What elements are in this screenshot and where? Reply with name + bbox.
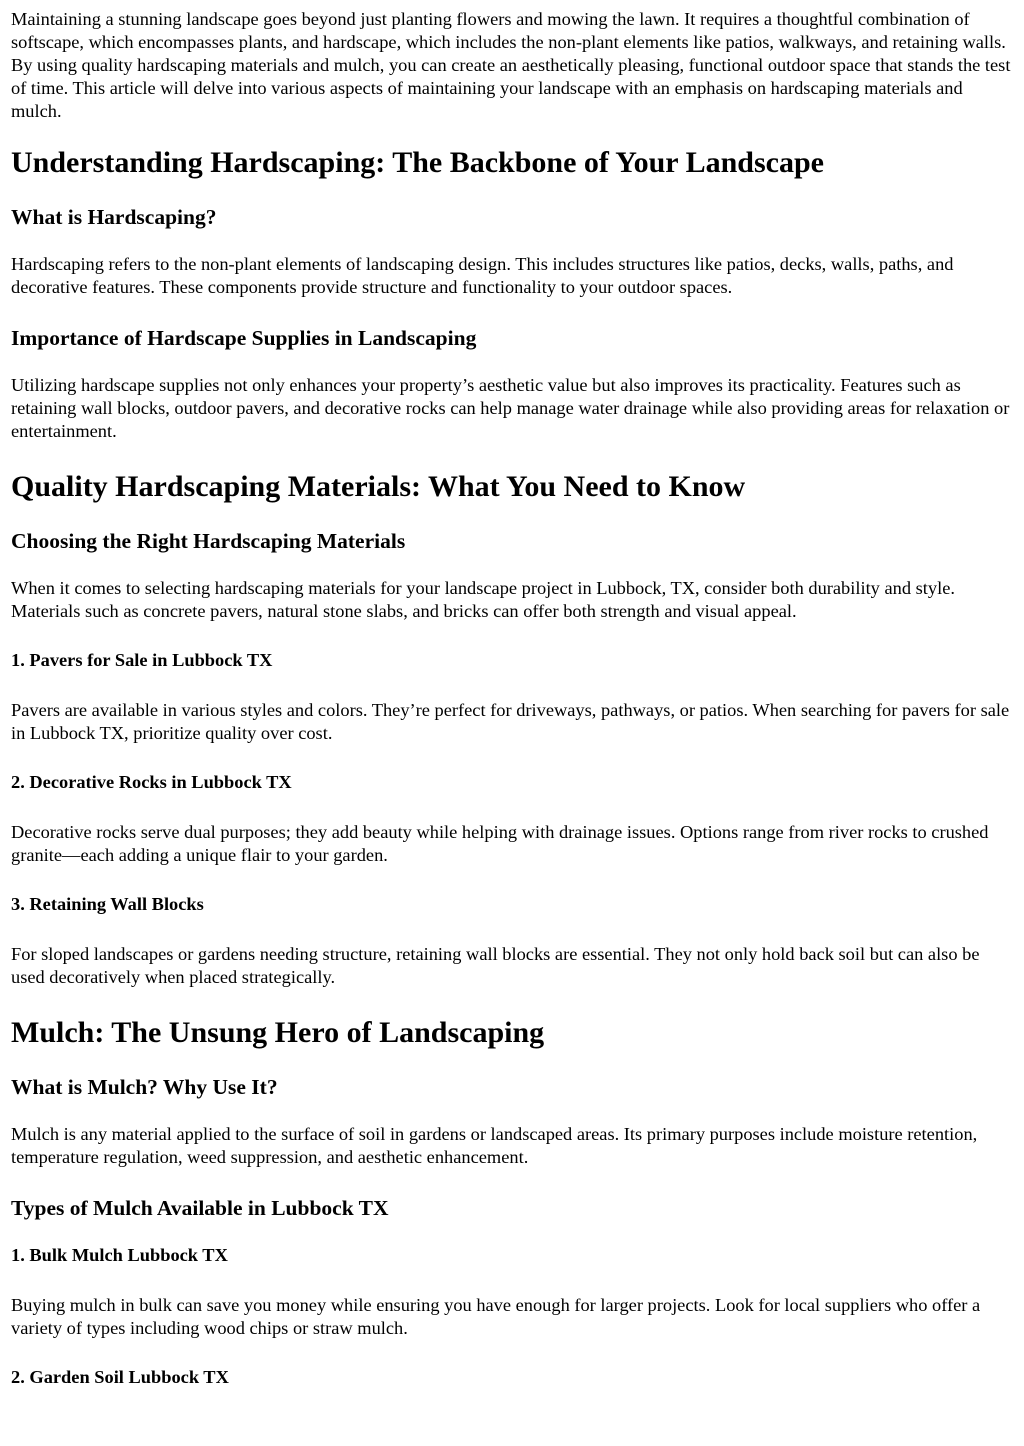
paragraph-importance-hardscape-supplies: Utilizing hardscape supplies not only enhances your property’s aesthetic value but also improves its practicality. Features such as retaining wall blocks, outdoor pavers, and decorative rocks can help manage water drainage while also providing areas for relaxation or entertainment. bbox=[11, 375, 1010, 441]
section-heading-mulch: Mulch: The Unsung Hero of Landscaping bbox=[11, 1016, 545, 1049]
paragraph-pavers: Pavers are available in various styles and colors. They’re perfect for driveways, pathways, or patios. When searching for pavers for sale in Lubbock TX, prioritize quality over cost. bbox=[11, 700, 1010, 743]
section-heading-hardscaping: Understanding Hardscaping: The Backbone of Your Landscape bbox=[11, 146, 824, 179]
item-heading-retaining-wall-blocks: 3. Retaining Wall Blocks bbox=[11, 894, 204, 914]
subheading-what-is-hardscaping: What is Hardscaping? bbox=[11, 205, 217, 229]
paragraph-what-is-hardscaping: Hardscaping refers to the non-plant elements of landscaping design. This includes structures like patios, decks, walls, paths, and decorative features. These components provide structure and functionality to your outdoor spaces. bbox=[11, 254, 954, 297]
section-heading-quality-materials: Quality Hardscaping Materials: What You Need to Know bbox=[11, 470, 746, 503]
subheading-what-is-mulch: What is Mulch? Why Use It? bbox=[11, 1075, 278, 1099]
paragraph-bulk-mulch: Buying mulch in bulk can save you money while ensuring you have enough for larger projects. Look for local suppliers who offer a variety of types including wood chips or straw mulch. bbox=[11, 1295, 981, 1338]
paragraph-decorative-rocks: Decorative rocks serve dual purposes; they add beauty while helping with drainage issues. Options range from river rocks to crushed granite—each adding a unique flair to your garden. bbox=[11, 822, 989, 865]
subheading-importance-hardscape-supplies: Importance of Hardscape Supplies in Landscaping bbox=[11, 326, 477, 350]
paragraph-what-is-mulch: Mulch is any material applied to the surface of soil in gardens or landscaped areas. Its primary purposes include moisture retention, temperature regulation, weed suppression, and aesthetic enhancement. bbox=[11, 1124, 978, 1167]
item-heading-garden-soil: 2. Garden Soil Lubbock TX bbox=[11, 1367, 229, 1387]
item-heading-pavers: 1. Pavers for Sale in Lubbock TX bbox=[11, 650, 273, 670]
subheading-choosing-materials: Choosing the Right Hardscaping Materials bbox=[11, 529, 406, 553]
item-heading-decorative-rocks: 2. Decorative Rocks in Lubbock TX bbox=[11, 772, 292, 792]
item-heading-bulk-mulch: 1. Bulk Mulch Lubbock TX bbox=[11, 1245, 228, 1265]
intro-paragraph: Maintaining a stunning landscape goes beyond just planting flowers and mowing the lawn. It requires a thoughtful combination of softscape, which encompasses plants, and hardscape, which includes the non-plant elements like patios, walkways, and retaining walls. By using quality hardscaping materials and mulch, you can create an aesthetically pleasing, functional outdoor space that stands the test of time. This article will delve into various aspects of maintaining your landscape with an emphasis on hardscaping materials and mulch. bbox=[11, 9, 1011, 121]
paragraph-choosing-materials: When it comes to selecting hardscaping materials for your landscape project in Lubbock, TX, consider both durability and style. Materials such as concrete pavers, natural stone slabs, and bricks can offer both strength and visual appeal. bbox=[11, 578, 955, 621]
paragraph-retaining-wall-blocks: For sloped landscapes or gardens needing structure, retaining wall blocks are essential. They not only hold back soil but can also be used decoratively when placed strategically. bbox=[11, 944, 980, 987]
subheading-types-of-mulch: Types of Mulch Available in Lubbock TX bbox=[11, 1196, 389, 1220]
